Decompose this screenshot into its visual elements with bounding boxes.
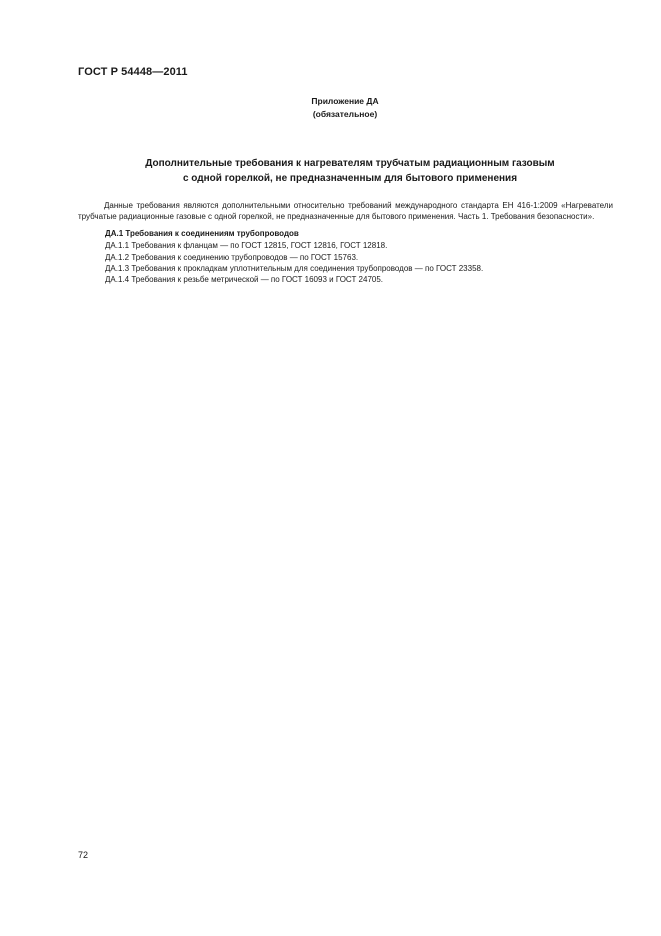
annex-label: Приложение ДА <box>311 96 379 106</box>
document-code: ГОСТ Р 54448—2011 <box>78 66 188 78</box>
section-heading: ДА.1 Требования к соединениям трубопроводов <box>105 228 299 238</box>
list-item: ДА.1.2 Требования к соединению трубопроводов — по ГОСТ 15763. <box>105 252 359 262</box>
annex-heading <box>0 95 661 121</box>
intro-paragraph: Данные требования являются дополнительными относительно требований международного стандарта ЕН 416-1:2009 «Нагреватели трубчатые радиационные газовые с одной горелкой, не предназначенные для бытового применения. Часть 1. Требования безопасности». <box>78 201 613 222</box>
list-item: ДА.1.4 Требования к резьбе метрической — по ГОСТ 16093 и ГОСТ 24705. <box>105 275 384 285</box>
annex-status: (обязательное) <box>312 109 378 119</box>
annex-body <box>78 200 613 286</box>
annex-title-line-2: с одной горелкой, не предназначенным для бытового применения <box>182 173 518 184</box>
list-item: ДА.1.1 Требования к фланцам — по ГОСТ 12815, ГОСТ 12816, ГОСТ 12818. <box>105 241 388 251</box>
annex-title <box>60 156 640 186</box>
list-item: ДА.1.3 Требования к прокладкам уплотнительным для соединения трубопроводов — по ГОСТ 23358. <box>105 264 484 274</box>
annex-title-line-1: Дополнительные требования к нагревателям трубчатым радиационным газовым <box>145 158 555 169</box>
page-number: 72 <box>78 850 89 860</box>
